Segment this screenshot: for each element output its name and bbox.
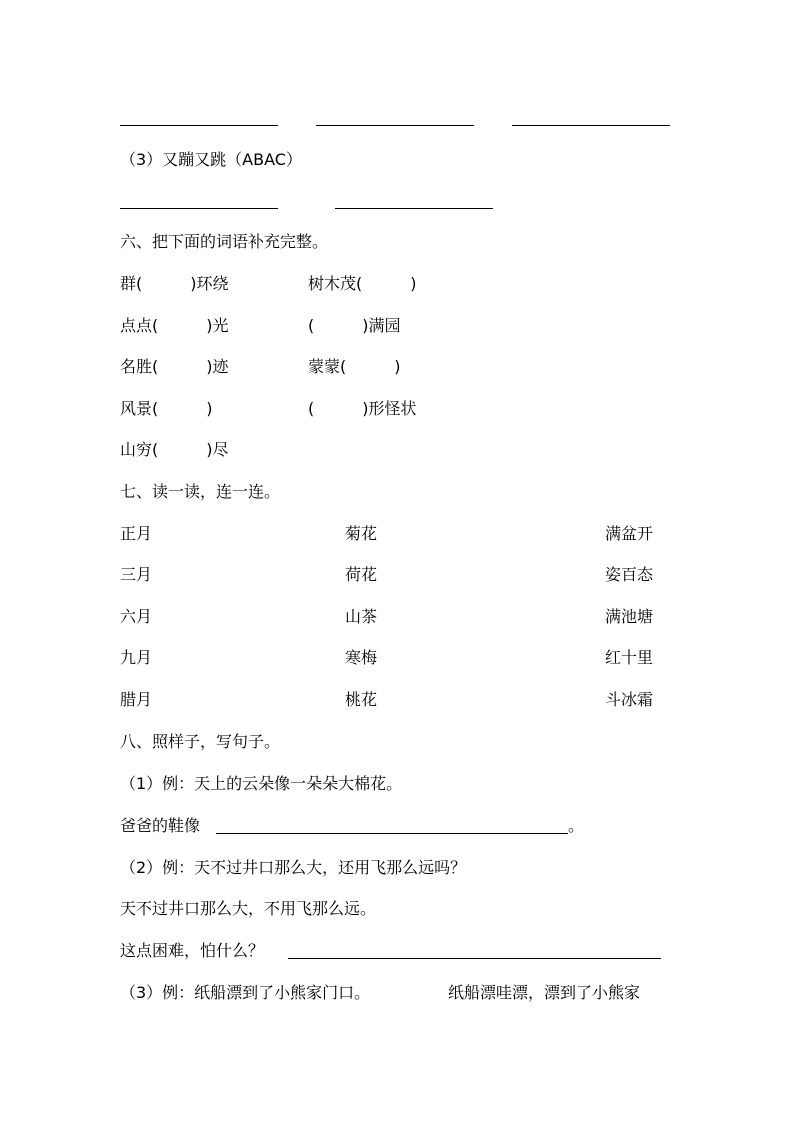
section-7-title: 七、读一读，连一连。 [120,482,281,501]
month-label[interactable]: 九月 [120,648,153,667]
example-2: （2）例：天不过井口那么大，还用飞那么远吗？ [120,858,467,877]
fill-word-right[interactable]: 树木茂( ) [308,274,417,293]
section-8-title: 八、照样子，写句子。 [120,732,281,751]
description-label[interactable]: 姿百态 [605,565,654,584]
description-label[interactable]: 斗冰霜 [605,690,654,709]
month-label[interactable]: 腊月 [120,690,153,709]
fill-word-left[interactable]: 点点( )光 [120,316,229,335]
exercise-1-answer-line[interactable] [216,833,568,834]
month-label[interactable]: 正月 [120,524,153,543]
answer-line-4[interactable] [120,208,278,209]
fill-word-left[interactable]: 名胜( )迹 [120,357,229,376]
flower-label[interactable]: 桃花 [345,690,378,709]
answer-line-1[interactable] [120,125,278,126]
example-3: （3）例：纸船漂到了小熊家门口。 [120,983,371,1002]
fill-word-left[interactable]: 风景( ) [120,399,213,418]
description-label[interactable]: 满池塘 [605,607,654,626]
fill-word-left[interactable]: 群( )环绕 [120,274,229,293]
fill-word-right[interactable]: ( )形怪状 [308,399,417,418]
item-3-label: （3）又蹦又跳（ABAC） [120,150,302,169]
exercise-1-period: 。 [568,816,585,835]
fill-word-right[interactable]: ( )满园 [308,316,401,335]
exercise-2-answer-line[interactable] [288,958,661,959]
answer-line-5[interactable] [335,208,493,209]
month-label[interactable]: 六月 [120,607,153,626]
fill-word-right[interactable]: 蒙蒙( ) [308,357,401,376]
fill-word-left[interactable]: 山穷( )尽 [120,440,229,459]
flower-label[interactable]: 菊花 [345,524,378,543]
exercise-1-prompt: 爸爸的鞋像 [120,816,201,835]
flower-label[interactable]: 寒梅 [345,648,378,667]
description-label[interactable]: 满盆开 [605,524,654,543]
answer-line-2[interactable] [316,125,474,126]
example-3-answer: 纸船漂哇漂，漂到了小熊家 [448,983,641,1002]
example-1: （1）例：天上的云朵像一朵朵大棉花。 [120,774,403,793]
month-label[interactable]: 三月 [120,565,153,584]
flower-label[interactable]: 山茶 [345,607,378,626]
answer-line-3[interactable] [512,125,670,126]
description-label[interactable]: 红十里 [605,648,654,667]
exercise-2-prompt: 这点困难，怕什么？ [120,941,265,960]
flower-label[interactable]: 荷花 [345,565,378,584]
section-6-title: 六、把下面的词语补充完整。 [120,232,329,251]
example-2-answer: 天不过井口那么大，不用飞那么远。 [120,899,377,918]
